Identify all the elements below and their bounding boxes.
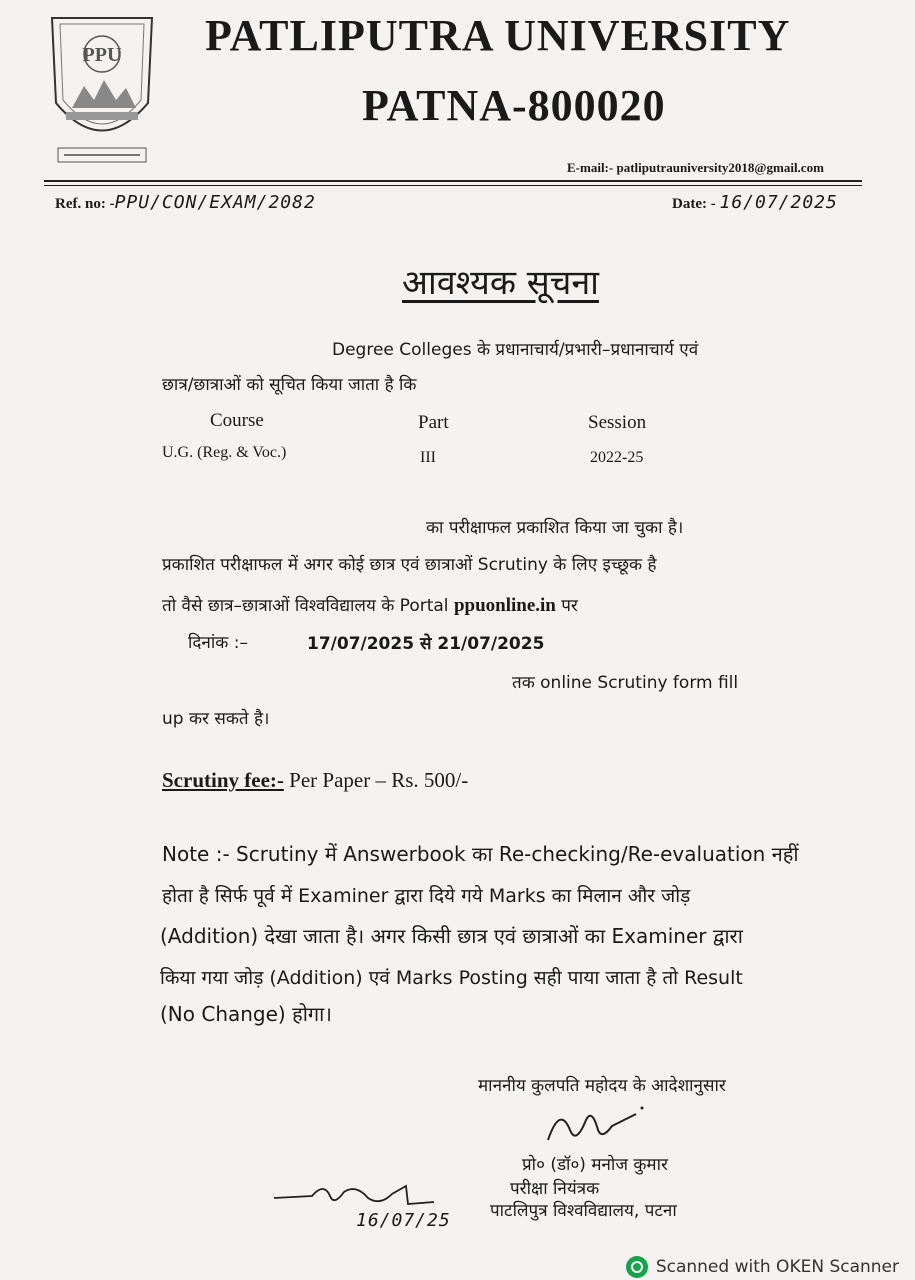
controller-name: प्रो० (डॉ०) मनोज कुमार <box>522 1155 668 1175</box>
note-line-3: (Addition) देखा जाता है। अगर किसी छात्र एवं छात्राओं का Examiner द्वारा <box>160 924 743 948</box>
university-name: PATLIPUTRA UNIVERSITY <box>205 11 791 60</box>
letter-date: Date: - 16/07/2025 <box>672 192 838 213</box>
note-line-2: होता है सिर्फ पूर्व में Examiner द्वारा दिये गये Marks का मिलान और जोड़ <box>162 885 691 907</box>
notice-date-range: 17/07/2025 से 21/07/2025 <box>307 634 545 654</box>
date-handwritten: 16/07/2025 <box>719 192 838 213</box>
note-line-4: किया गया जोड़ (Addition) एवं Marks Posting सही पाया जाता है तो Result <box>160 967 743 989</box>
table-cell-session: 2022-25 <box>590 449 644 466</box>
fee-label: Scrutiny fee:- <box>162 768 284 792</box>
table-cell-part: III <box>420 449 436 466</box>
notice-line-4: प्रकाशित परीक्षाफल में अगर कोई छात्र एवं छात्राओं Scrutiny के लिए इच्छूक है <box>162 555 657 575</box>
header-divider-thin <box>44 185 862 186</box>
notice-line-7: up कर सकते है। <box>162 709 270 729</box>
notice-line-1: Degree Colleges के प्रधानाचार्य/प्रभारी–प्रधानाचार्य एवं <box>332 340 699 360</box>
table-header-course: Course <box>210 410 264 431</box>
university-city-pin: PATNA-800020 <box>362 81 666 130</box>
note-line-5: (No Change) होगा। <box>160 1002 332 1026</box>
left-signature-date: 16/07/25 <box>356 1210 451 1231</box>
controller-designation: परीक्षा नियंत्रक <box>510 1179 600 1199</box>
table-cell-course: U.G. (Reg. & Voc.) <box>162 444 287 461</box>
left-signature <box>272 1176 440 1210</box>
portal-link[interactable]: ppuonline.in <box>453 595 556 616</box>
table-header-session: Session <box>588 412 647 433</box>
controller-office: पाटलिपुत्र विश्वविद्यालय, पटना <box>490 1201 677 1221</box>
table-header-part: Part <box>418 412 449 433</box>
notice-line-6: तक online Scrutiny form fill <box>512 673 739 693</box>
fee-value: Per Paper – Rs. 500/- <box>289 768 469 792</box>
note-line-1: Note :- Scrutiny में Answerbook का Re-checking/Re-evaluation नहीं <box>162 842 799 866</box>
notice-line-5: तो वैसे छात्र–छात्राओं विश्वविद्यालय के Portal ppuonline.in पर <box>162 595 578 616</box>
controller-signature <box>540 1100 650 1155</box>
notice-line-2: छात्र/छात्राओं को सूचित किया जाता है कि <box>162 375 417 395</box>
notice-date-label: दिनांक :– <box>188 633 248 653</box>
header-divider <box>44 180 862 182</box>
notice-line-3: का परीक्षाफल प्रकाशित किया जा चुका है। <box>426 518 684 538</box>
scanner-watermark: Scanned with OKEN Scanner <box>626 1256 899 1278</box>
ref-handwritten: PPU/CON/EXAM/2082 <box>114 192 316 213</box>
university-email: E-mail:- patliputrauniversity2018@gmail.com <box>567 160 824 175</box>
notice-heading: आवश्यक सूचना <box>402 263 599 303</box>
oken-scanner-icon <box>626 1256 648 1278</box>
order-line: माननीय कुलपति महोदय के आदेशानुसार <box>478 1076 726 1096</box>
university-emblem-icon <box>44 8 160 170</box>
scrutiny-fee <box>162 768 468 793</box>
svg-text:PPU: PPU <box>82 44 122 66</box>
reference-number: Ref. no: -PPU/CON/EXAM/2082 <box>55 192 316 213</box>
